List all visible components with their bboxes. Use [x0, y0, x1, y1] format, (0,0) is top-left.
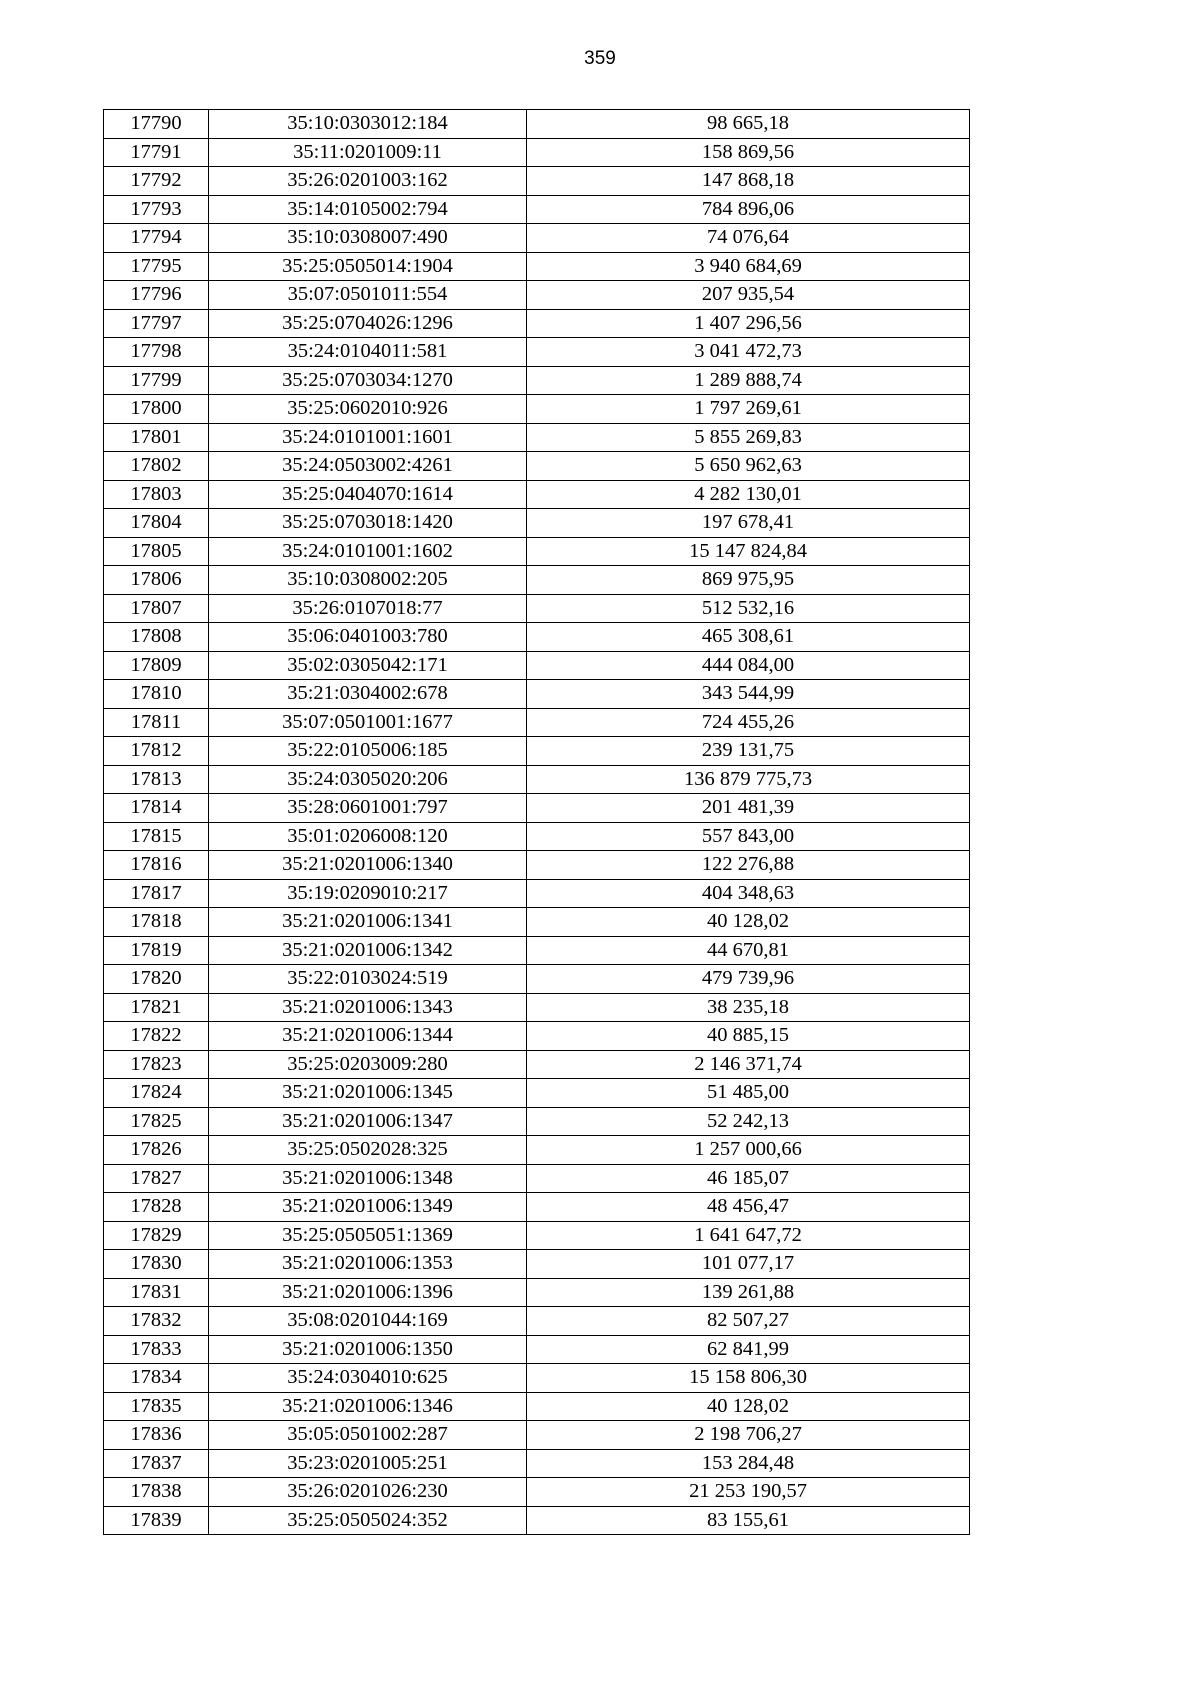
table-row: [104, 537, 970, 566]
row-number-cell: 17793: [104, 195, 209, 224]
table-row: [104, 1022, 970, 1051]
cadastral-number-cell: 35:19:0209010:217: [209, 879, 527, 908]
cadastral-value-cell: 207 935,54: [527, 281, 970, 310]
row-number-cell: 17796: [104, 281, 209, 310]
table-row: [104, 480, 970, 509]
table-row: [104, 309, 970, 338]
row-number-cell: 17800: [104, 395, 209, 424]
cadastral-number-cell: 35:25:0203009:280: [209, 1050, 527, 1079]
table-row: [104, 1506, 970, 1535]
cadastral-number-cell: 35:21:0201006:1340: [209, 851, 527, 880]
row-number-cell: 17802: [104, 452, 209, 481]
cadastral-value-cell: 5 855 269,83: [527, 423, 970, 452]
table-row: [104, 936, 970, 965]
cadastral-value-cell: 1 257 000,66: [527, 1136, 970, 1165]
table-row: [104, 1221, 970, 1250]
page-number: 359: [584, 48, 616, 69]
table-row: [104, 993, 970, 1022]
table-row: [104, 908, 970, 937]
row-number-cell: 17808: [104, 623, 209, 652]
cadastral-value-cell: 62 841,99: [527, 1335, 970, 1364]
row-number-cell: 17803: [104, 480, 209, 509]
cadastral-value-cell: 153 284,48: [527, 1449, 970, 1478]
cadastral-number-cell: 35:10:0308002:205: [209, 566, 527, 595]
cadastral-value-cell: 557 843,00: [527, 822, 970, 851]
row-number-cell: 17835: [104, 1392, 209, 1421]
cadastral-value-cell: 147 868,18: [527, 167, 970, 196]
cadastral-value-cell: 48 456,47: [527, 1193, 970, 1222]
row-number-cell: 17828: [104, 1193, 209, 1222]
table-row: [104, 452, 970, 481]
row-number-cell: 17827: [104, 1164, 209, 1193]
cadastral-value-cell: 512 532,16: [527, 594, 970, 623]
cadastral-value-cell: 158 869,56: [527, 138, 970, 167]
table-row: [104, 195, 970, 224]
cadastral-number-cell: 35:21:0201006:1344: [209, 1022, 527, 1051]
cadastral-value-cell: 1 407 296,56: [527, 309, 970, 338]
table-row: [104, 252, 970, 281]
table-row: [104, 167, 970, 196]
cadastral-value-cell: 52 242,13: [527, 1107, 970, 1136]
cadastral-value-cell: 51 485,00: [527, 1079, 970, 1108]
row-number-cell: 17801: [104, 423, 209, 452]
row-number-cell: 17813: [104, 765, 209, 794]
table-row: [104, 1250, 970, 1279]
table-row: [104, 1278, 970, 1307]
table-row: [104, 281, 970, 310]
table-row: [104, 110, 970, 139]
row-number-cell: 17791: [104, 138, 209, 167]
cadastral-number-cell: 35:08:0201044:169: [209, 1307, 527, 1336]
row-number-cell: 17833: [104, 1335, 209, 1364]
table-row: [104, 1136, 970, 1165]
cadastral-number-cell: 35:28:0601001:797: [209, 794, 527, 823]
cadastral-value-cell: 465 308,61: [527, 623, 970, 652]
row-number-cell: 17830: [104, 1250, 209, 1279]
table-row: [104, 395, 970, 424]
cadastral-value-cell: 724 455,26: [527, 708, 970, 737]
table-row: [104, 1193, 970, 1222]
cadastral-number-cell: 35:21:0201006:1347: [209, 1107, 527, 1136]
table-row: [104, 737, 970, 766]
cadastral-value-cell: 197 678,41: [527, 509, 970, 538]
row-number-cell: 17790: [104, 110, 209, 139]
cadastral-number-cell: 35:21:0201006:1396: [209, 1278, 527, 1307]
cadastral-value-table: [103, 109, 970, 1535]
cadastral-number-cell: 35:26:0201026:230: [209, 1478, 527, 1507]
table-row: [104, 1164, 970, 1193]
cadastral-value-cell: 38 235,18: [527, 993, 970, 1022]
row-number-cell: 17831: [104, 1278, 209, 1307]
row-number-cell: 17797: [104, 309, 209, 338]
cadastral-number-cell: 35:25:0505014:1904: [209, 252, 527, 281]
cadastral-number-cell: 35:21:0201006:1350: [209, 1335, 527, 1364]
cadastral-value-cell: 101 077,17: [527, 1250, 970, 1279]
cadastral-number-cell: 35:11:0201009:11: [209, 138, 527, 167]
cadastral-value-cell: 40 128,02: [527, 908, 970, 937]
row-number-cell: 17821: [104, 993, 209, 1022]
cadastral-value-cell: 1 641 647,72: [527, 1221, 970, 1250]
table-row: [104, 566, 970, 595]
cadastral-number-cell: 35:25:0505024:352: [209, 1506, 527, 1535]
table-row: [104, 708, 970, 737]
cadastral-value-cell: 239 131,75: [527, 737, 970, 766]
row-number-cell: 17812: [104, 737, 209, 766]
cadastral-value-cell: 122 276,88: [527, 851, 970, 880]
table-row: [104, 794, 970, 823]
cadastral-value-cell: 343 544,99: [527, 680, 970, 709]
cadastral-number-cell: 35:24:0101001:1601: [209, 423, 527, 452]
cadastral-number-cell: 35:24:0104011:581: [209, 338, 527, 367]
cadastral-number-cell: 35:21:0201006:1346: [209, 1392, 527, 1421]
row-number-cell: 17824: [104, 1079, 209, 1108]
row-number-cell: 17836: [104, 1421, 209, 1450]
cadastral-number-cell: 35:01:0206008:120: [209, 822, 527, 851]
cadastral-value-cell: 1 797 269,61: [527, 395, 970, 424]
table-row: [104, 138, 970, 167]
cadastral-number-cell: 35:25:0703018:1420: [209, 509, 527, 538]
table-row: [104, 1421, 970, 1450]
table-row: [104, 509, 970, 538]
cadastral-value-cell: 98 665,18: [527, 110, 970, 139]
table-row: [104, 623, 970, 652]
table-row: [104, 1079, 970, 1108]
row-number-cell: 17818: [104, 908, 209, 937]
cadastral-number-cell: 35:25:0404070:1614: [209, 480, 527, 509]
cadastral-value-cell: 136 879 775,73: [527, 765, 970, 794]
table-row: [104, 224, 970, 253]
cadastral-value-cell: 40 128,02: [527, 1392, 970, 1421]
cadastral-value-cell: 15 147 824,84: [527, 537, 970, 566]
cadastral-value-cell: 40 885,15: [527, 1022, 970, 1051]
cadastral-number-cell: 35:24:0503002:4261: [209, 452, 527, 481]
table-row: [104, 1107, 970, 1136]
cadastral-value-cell: 44 670,81: [527, 936, 970, 965]
row-number-cell: 17826: [104, 1136, 209, 1165]
cadastral-number-cell: 35:21:0201006:1343: [209, 993, 527, 1022]
cadastral-number-cell: 35:05:0501002:287: [209, 1421, 527, 1450]
table-row: [104, 651, 970, 680]
cadastral-value-cell: 46 185,07: [527, 1164, 970, 1193]
table-row: [104, 765, 970, 794]
cadastral-value-cell: 5 650 962,63: [527, 452, 970, 481]
cadastral-number-cell: 35:24:0305020:206: [209, 765, 527, 794]
cadastral-number-cell: 35:25:0704026:1296: [209, 309, 527, 338]
cadastral-number-cell: 35:26:0107018:77: [209, 594, 527, 623]
table-row: [104, 1392, 970, 1421]
table-row: [104, 851, 970, 880]
cadastral-number-cell: 35:23:0201005:251: [209, 1449, 527, 1478]
cadastral-value-cell: 869 975,95: [527, 566, 970, 595]
cadastral-number-cell: 35:25:0703034:1270: [209, 366, 527, 395]
cadastral-number-cell: 35:07:0501011:554: [209, 281, 527, 310]
cadastral-value-cell: 15 158 806,30: [527, 1364, 970, 1393]
row-number-cell: 17794: [104, 224, 209, 253]
row-number-cell: 17807: [104, 594, 209, 623]
cadastral-value-cell: 1 289 888,74: [527, 366, 970, 395]
table-row: [104, 822, 970, 851]
row-number-cell: 17837: [104, 1449, 209, 1478]
row-number-cell: 17806: [104, 566, 209, 595]
table-row: [104, 1449, 970, 1478]
table-row: [104, 1478, 970, 1507]
cadastral-number-cell: 35:21:0201006:1353: [209, 1250, 527, 1279]
row-number-cell: 17798: [104, 338, 209, 367]
cadastral-value-cell: 4 282 130,01: [527, 480, 970, 509]
row-number-cell: 17820: [104, 965, 209, 994]
row-number-cell: 17811: [104, 708, 209, 737]
cadastral-value-cell: 139 261,88: [527, 1278, 970, 1307]
cadastral-value-cell: 404 348,63: [527, 879, 970, 908]
cadastral-number-cell: 35:26:0201003:162: [209, 167, 527, 196]
table-row: [104, 366, 970, 395]
cadastral-number-cell: 35:24:0101001:1602: [209, 537, 527, 566]
row-number-cell: 17805: [104, 537, 209, 566]
cadastral-number-cell: 35:21:0201006:1341: [209, 908, 527, 937]
table-row: [104, 965, 970, 994]
cadastral-number-cell: 35:22:0103024:519: [209, 965, 527, 994]
row-number-cell: 17834: [104, 1364, 209, 1393]
table-row: [104, 1364, 970, 1393]
row-number-cell: 17804: [104, 509, 209, 538]
table-row: [104, 423, 970, 452]
cadastral-value-cell: 444 084,00: [527, 651, 970, 680]
row-number-cell: 17819: [104, 936, 209, 965]
row-number-cell: 17799: [104, 366, 209, 395]
row-number-cell: 17838: [104, 1478, 209, 1507]
cadastral-number-cell: 35:02:0305042:171: [209, 651, 527, 680]
cadastral-number-cell: 35:25:0502028:325: [209, 1136, 527, 1165]
cadastral-number-cell: 35:21:0201006:1348: [209, 1164, 527, 1193]
row-number-cell: 17809: [104, 651, 209, 680]
cadastral-value-cell: 3 041 472,73: [527, 338, 970, 367]
table-row: [104, 1335, 970, 1364]
row-number-cell: 17792: [104, 167, 209, 196]
cadastral-value-cell: 74 076,64: [527, 224, 970, 253]
cadastral-number-cell: 35:24:0304010:625: [209, 1364, 527, 1393]
table-row: [104, 1050, 970, 1079]
row-number-cell: 17822: [104, 1022, 209, 1051]
cadastral-number-cell: 35:25:0602010:926: [209, 395, 527, 424]
row-number-cell: 17814: [104, 794, 209, 823]
cadastral-number-cell: 35:25:0505051:1369: [209, 1221, 527, 1250]
row-number-cell: 17825: [104, 1107, 209, 1136]
row-number-cell: 17839: [104, 1506, 209, 1535]
cadastral-number-cell: 35:10:0308007:490: [209, 224, 527, 253]
row-number-cell: 17810: [104, 680, 209, 709]
row-number-cell: 17829: [104, 1221, 209, 1250]
cadastral-number-cell: 35:22:0105006:185: [209, 737, 527, 766]
cadastral-number-cell: 35:14:0105002:794: [209, 195, 527, 224]
table-row: [104, 879, 970, 908]
table-row: [104, 1307, 970, 1336]
row-number-cell: 17832: [104, 1307, 209, 1336]
cadastral-number-cell: 35:21:0201006:1342: [209, 936, 527, 965]
row-number-cell: 17823: [104, 1050, 209, 1079]
row-number-cell: 17817: [104, 879, 209, 908]
table-row: [104, 594, 970, 623]
cadastral-value-cell: 82 507,27: [527, 1307, 970, 1336]
cadastral-value-cell: 479 739,96: [527, 965, 970, 994]
cadastral-number-cell: 35:21:0304002:678: [209, 680, 527, 709]
cadastral-value-cell: 83 155,61: [527, 1506, 970, 1535]
cadastral-value-cell: 2 146 371,74: [527, 1050, 970, 1079]
cadastral-value-cell: 3 940 684,69: [527, 252, 970, 281]
row-number-cell: 17815: [104, 822, 209, 851]
row-number-cell: 17795: [104, 252, 209, 281]
row-number-cell: 17816: [104, 851, 209, 880]
cadastral-value-cell: 2 198 706,27: [527, 1421, 970, 1450]
cadastral-number-cell: 35:06:0401003:780: [209, 623, 527, 652]
table-row: [104, 680, 970, 709]
cadastral-value-cell: 201 481,39: [527, 794, 970, 823]
cadastral-value-cell: 784 896,06: [527, 195, 970, 224]
cadastral-number-cell: 35:10:0303012:184: [209, 110, 527, 139]
cadastral-number-cell: 35:21:0201006:1345: [209, 1079, 527, 1108]
cadastral-number-cell: 35:21:0201006:1349: [209, 1193, 527, 1222]
cadastral-number-cell: 35:07:0501001:1677: [209, 708, 527, 737]
table-body: [104, 110, 970, 1535]
table-row: [104, 338, 970, 367]
cadastral-value-cell: 21 253 190,57: [527, 1478, 970, 1507]
